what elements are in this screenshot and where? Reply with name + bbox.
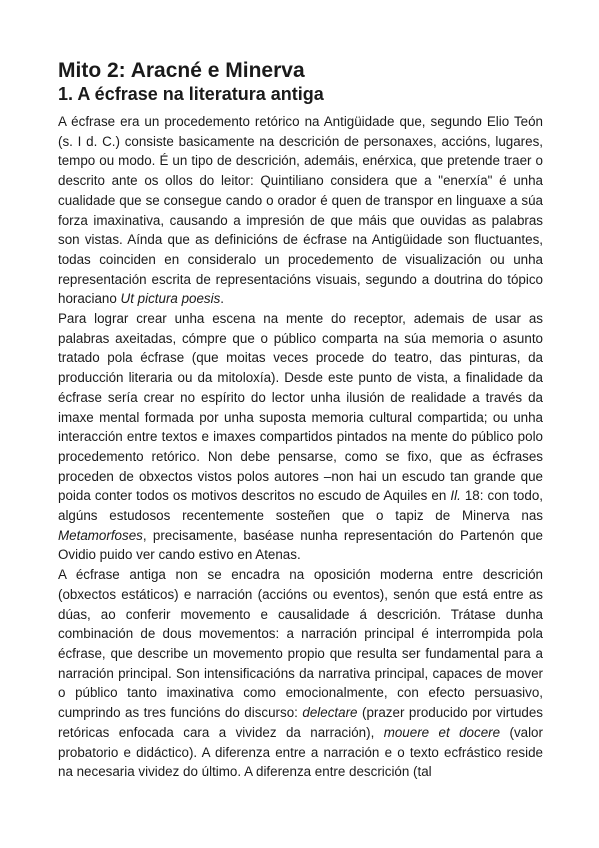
- paragraph-2: [58, 309, 543, 565]
- paragraph-2-text-c: , precisamente, baséase nunha representación do Partenón que Ovidio puido ver cando estivo en Atenas.: [58, 527, 543, 563]
- paragraph-3-italic-1: delectare: [302, 705, 358, 721]
- document-title: Mito 2: Aracné e Minerva: [58, 59, 305, 82]
- paragraph-1-italic: Ut pictura poesis: [120, 291, 221, 307]
- paragraph-3-text-a: A écfrase antiga non se encadra na oposición moderna entre descrición (obxectos estáticos) e narración (accións ou eventos), senón que está entre as dúas, ao conferir movemento e causalidade á descrición. Trátase dunha combinación de dous movementos: a narración principal é interrompida pola écfrase, que describe un movemento propio que resulta ser fundamental para a narración principal. Son intensificacións da narrativa principal, capaces de mover o público tanto imaxinativa como emocionalmente, con efecto persuasivo, cumprindo as tres funcións do discurso:: [58, 567, 543, 721]
- paragraph-3-text-b: (prazer producido por virtudes retóricas enfocada cara a vividez da narración),: [58, 705, 543, 740]
- paragraph-1-text-b: .: [220, 291, 225, 307]
- paragraph-2-text-a: Para lograr crear unha escena na mente do receptor, ademais de usar as palabras axeitadas, cómpre que o público comparta na súa memoria o asunto tratado pola écfrase (que moitas veces procede do teatro, das pinturas, da producción literaria ou da mitoloxía). Desde este punto de vista, a finalidade da écfrase sería crear no espírito do lector unha ilusión de realidade a través da imaxe mental formada por unha suposta memoria cultural compartida; ou unha interacción entre textos e imaxes compartidos pintados na mente do público polo procedemento retórico. Non debe pensarse, como se fixo, que as écfrases proceden de obxectos vistos polos autores –non hai un escudo tan grande que poida conter todos os motivos descritos no escudo de Aquiles en: [58, 311, 543, 504]
- paragraph-3-text-c: (valor probatorio e didáctico). A diferenza entre a narración e o texto ecfrástico reside na necesaria vividez do último. A diferenza entre descrición (tal: [58, 724, 543, 780]
- paragraph-2-italic-2: Metamorfoses: [58, 527, 143, 543]
- paragraph-1: [58, 112, 543, 309]
- document-page: [58, 58, 543, 782]
- paragraph-3-italic-2: mouere et docere: [383, 724, 501, 740]
- paragraph-2-text-b: 18: con todo, algúns estudosos recentemente sosteñen que o tapiz de Minerva nas: [58, 488, 543, 524]
- paragraph-2-italic-1: Il.: [450, 488, 461, 504]
- paragraph-3: [58, 565, 543, 782]
- paragraph-1-text-a: A écfrase era un procedemento retórico na Antigüidade que, segundo Elio Teón (s. I d. C.) consiste basicamente na descrición de personaxes, accións, lugares, tempo ou modo. É un tipo de descrición, ademáis, enérxica, que pretende traer o descrito ante os ollos do leitor: Quintiliano considera que a "enerxía" é unha cualidade que se consegue cando o orador é quen de transpor en linguaxe a súa forza imaxinativa, causando a impresión de que máis que ouvidas as palabras son vistas. Aínda que as definicións de écfrase na Antigüidade son fluctuantes, todas coinciden en consideralo un procedemento de visualización ou unha representación escrita de representacións visuais, segundo a doutrina do tópico horaciano: [58, 114, 543, 307]
- section-heading: 1. A écfrase na literatura antiga: [58, 84, 324, 104]
